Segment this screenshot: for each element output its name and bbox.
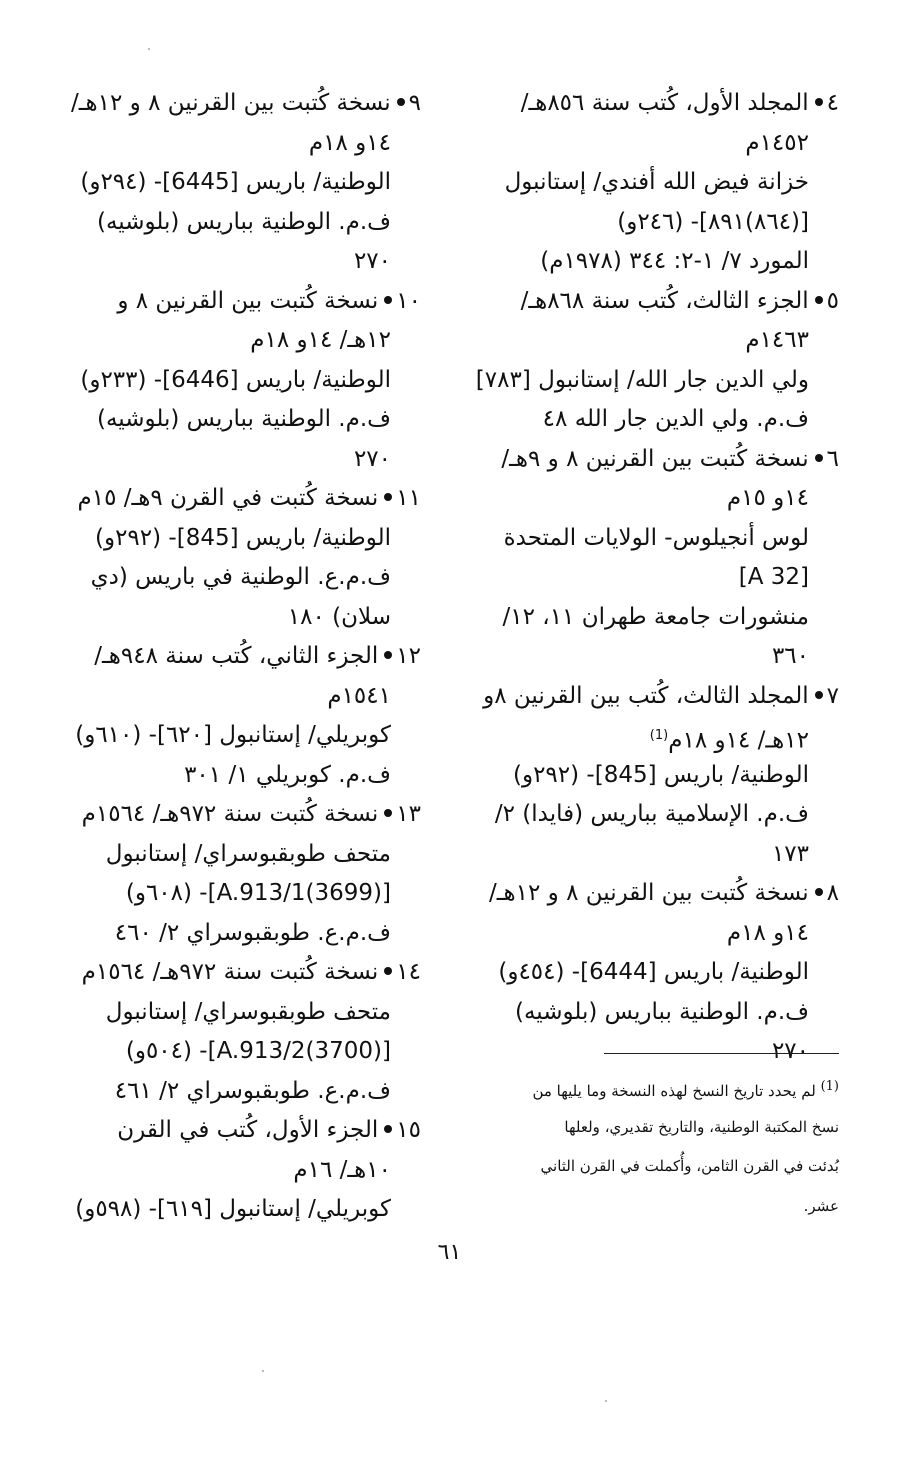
bullet-icon: [384, 651, 392, 659]
entry-title: الجزء الثاني، كُتب سنة ٩٤٨هـ/: [94, 643, 379, 669]
entry-number: ١٤: [396, 959, 421, 985]
entry-detail-line: منشورات جامعة طهران ١١، ١٢/: [502, 603, 809, 630]
entry-detail-line: ولي الدين جار الله/ إستانبول [٧٨٣]: [475, 366, 809, 393]
bullet-icon: [815, 454, 823, 462]
entry-detail-line: ١٢هـ/ ١٤و ١٨م: [250, 327, 391, 353]
entry-detail-line: ١٥٤١م: [327, 682, 391, 709]
entry-detail-line: ١٧٣: [771, 840, 809, 867]
manuscript-entry: [489, 84, 839, 282]
manuscript-entry: [66, 1111, 421, 1230]
footnote-line: بُدئت في القرن الثامن، وأُكملت في القرن الثاني: [540, 1157, 839, 1175]
entry-detail-line: ف.م. الوطنية بباريس (بلوشيه): [96, 406, 391, 432]
entry-detail-line: الوطنية/ باريس [6446]- (٢٣٣و): [80, 366, 391, 393]
footnote-separator: [604, 1053, 839, 1054]
left-column: [66, 84, 421, 1230]
bullet-icon: [815, 691, 823, 699]
bullet-icon: [815, 98, 823, 106]
entry-number: ١٥: [396, 1117, 421, 1143]
entry-number: ٧: [826, 682, 839, 709]
entry-first-line: [66, 479, 421, 519]
entry-detail-line: لوس أنجيلوس- الولايات المتحدة: [503, 524, 809, 551]
scan-speck: [148, 48, 150, 50]
bullet-icon: [384, 1125, 392, 1133]
footnote-line: نسخ المكتبة الوطنية، والتاريخ تقديري، ولعلها: [564, 1117, 839, 1136]
footnote-line: عشر.: [803, 1196, 839, 1215]
entry-detail-line: ف.م.ع. طوبقبوسراي ٢/ ٤٦٠: [114, 919, 391, 946]
entry-number: ٩: [408, 90, 421, 116]
manuscript-entry: [66, 282, 421, 480]
entry-detail-line: ٢٧٠: [353, 445, 391, 472]
entry-detail-line: ف.م. الإسلامية بباريس (فايدا) ٢/: [494, 801, 809, 827]
entry-first-line: [489, 282, 839, 322]
entry-detail-line: ف.م.ع. الوطنية في باريس (دي: [90, 564, 391, 590]
entry-first-line: [66, 795, 421, 835]
right-column: [475, 84, 839, 1072]
footnote-marker: (1): [820, 1079, 839, 1094]
entry-title: نسخة كُتبت بين القرنين ٨ و ٩هـ/: [501, 445, 809, 472]
entry-title: الجزء الثالث، كُتب سنة ٨٦٨هـ/: [520, 287, 809, 314]
manuscript-entry: [475, 282, 839, 440]
page-number: ٦١: [437, 1240, 462, 1265]
scan-speck: [262, 1370, 264, 1372]
entry-title: نسخة كُتبت سنة ٩٧٢هـ/ ١٥٦٤م: [81, 959, 379, 985]
entry-first-line: [66, 282, 421, 322]
entry-title: نسخة كُتبت في القرن ٩هـ/ ١٥م: [77, 485, 379, 511]
manuscript-entry: [66, 795, 421, 953]
entry-title: نسخة كُتبت بين القرنين ٨ و ١٢هـ/: [489, 880, 809, 906]
entry-number: ١٣: [396, 801, 421, 827]
entry-detail-line: ف.م. الوطنية بباريس (بلوشيه): [514, 998, 809, 1025]
entry-detail-line: الوطنية/ باريس [845]- (٢٩٢و): [94, 524, 391, 551]
entry-detail-line: سلان) ١٨٠: [287, 603, 391, 630]
entry-number: ٤: [826, 90, 839, 116]
entry-detail-line: ٣٦٠: [771, 643, 809, 669]
entry-detail-line: ف.م.ع. طوبقبوسراي ٢/ ٤٦١: [114, 1077, 391, 1104]
bullet-icon: [384, 296, 392, 304]
entry-detail-line: [(٨٦٤)٨٩١]- (٢٤٦و): [617, 208, 809, 235]
entry-detail-line: ١٤٥٢م: [745, 129, 809, 156]
entry-detail-line: ١٠هـ/ ١٦م: [293, 1156, 391, 1183]
entry-first-line: [66, 1111, 421, 1151]
entry-detail-line: كوبريلي/ إستانبول [٦٢٠]- (٦١٠و): [75, 722, 391, 748]
bullet-icon: [397, 98, 405, 106]
entry-detail-line: الوطنية/ باريس [845]- (٢٩٢و): [512, 761, 809, 788]
entry-number: ١٢: [396, 643, 421, 669]
manuscript-entry: [66, 953, 421, 1111]
entry-number: ٦: [826, 445, 839, 472]
entry-detail-line: ١٤و ١٥م: [726, 485, 809, 511]
footnote-line: لم يحدد تاريخ النسخ لهذه النسخة وما يليها من: [532, 1082, 816, 1100]
entry-title: نسخة كُتبت بين القرنين ٨ و ١٢هـ/: [71, 90, 391, 116]
entry-detail-line: متحف طوبقبوسراي/ إستانبول: [105, 998, 391, 1025]
bullet-icon: [384, 809, 392, 817]
entry-detail-line: متحف طوبقبوسراي/ إستانبول: [105, 840, 391, 867]
entry-detail-line: كوبريلي/ إستانبول [٦١٩]- (٥٩٨و): [75, 1196, 391, 1222]
entry-title: المجلد الأول، كُتب سنة ٨٥٦هـ/: [520, 90, 809, 116]
entry-first-line: [489, 84, 839, 124]
entry-title: الجزء الأول، كُتب في القرن: [117, 1117, 379, 1143]
bullet-icon: [815, 888, 823, 896]
entry-number: ٨: [826, 880, 839, 906]
entry-detail-line: ف.م. الوطنية بباريس (بلوشيه): [96, 208, 391, 235]
manuscript-entry: [489, 440, 839, 677]
entry-number: ١٠: [396, 287, 421, 314]
entry-number: ٥: [826, 287, 839, 314]
entry-detail-line: الوطنية/ باريس [6445]- (٢٩٤و): [80, 169, 391, 195]
entry-first-line: [66, 637, 421, 677]
entry-detail-line: [(3700)A.913/2]- (٥٠٤و): [125, 1038, 391, 1064]
entry-detail-line: الوطنية/ باريس [6444]- (٤٥٤و): [498, 959, 809, 985]
entry-detail-line: [A 32]: [738, 564, 809, 590]
manuscript-entry: [66, 84, 421, 282]
entry-detail-line: المورد ٧/ ١-٢: ٣٤٤ (١٩٧٨م): [540, 248, 809, 274]
entry-detail-line: ف.م. ولي الدين جار الله ٤٨: [542, 406, 809, 432]
entry-title: المجلد الثالث، كُتب بين القرنين ٨و: [483, 682, 809, 709]
manuscript-entry: [483, 677, 839, 875]
entry-detail-line: ٢٧٠: [771, 1038, 809, 1064]
entry-first-line: [66, 84, 421, 124]
bullet-icon: [384, 967, 392, 975]
manuscript-entry: [489, 874, 839, 1072]
entry-detail-line: ١٤و ١٨م: [726, 919, 809, 946]
footnote-reference: (1): [649, 728, 669, 743]
entry-first-line: [489, 874, 839, 914]
entry-detail-line: ١٢هـ/ ١٤و ١٨م$^{(1)}$: [649, 727, 809, 754]
manuscript-entry: [66, 637, 421, 795]
entry-title: نسخة كُتبت سنة ٩٧٢هـ/ ١٥٦٤م: [81, 801, 379, 827]
entry-detail-line: ١٤٦٣م: [745, 327, 809, 353]
entry-detail-line: خزانة فيض الله أفندي/ إستانبول: [504, 169, 809, 195]
entry-first-line: [483, 677, 839, 717]
entry-title: نسخة كُتبت بين القرنين ٨ و: [117, 287, 379, 314]
entry-first-line: [66, 953, 421, 993]
entry-detail-line: ف.م. كوبريلي ١/ ٣٠١: [184, 761, 391, 788]
entry-detail-line: ١٤و ١٨م: [308, 129, 391, 156]
manuscript-entry: [66, 479, 421, 637]
entry-detail-line: ٢٧٠: [353, 248, 391, 274]
footnote: [484, 1068, 839, 1226]
entry-first-line: [489, 440, 839, 480]
entry-number: ١١: [396, 485, 421, 511]
entry-detail-line: [(3699)A.913/1]- (٦٠٨و): [125, 880, 391, 906]
scan-speck: [605, 1400, 607, 1402]
bullet-icon: [815, 296, 823, 304]
bullet-icon: [384, 493, 392, 501]
